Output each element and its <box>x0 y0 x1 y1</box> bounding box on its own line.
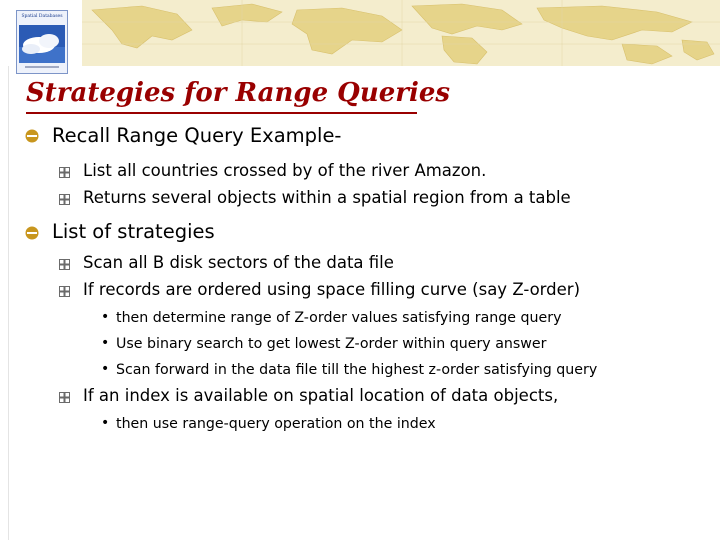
left-margin-rule <box>8 66 9 540</box>
round-bullet-icon <box>24 225 40 241</box>
round-bullet-icon <box>24 128 40 144</box>
sub-sub-bullet-item: Use binary search to get lowest Z-order within query answer <box>116 336 547 352</box>
cloud-sky-image <box>19 25 65 63</box>
sub-bullet-item: Scan all B disk sectors of the data file <box>83 253 394 272</box>
book-title: Spatial Databases <box>21 14 63 19</box>
dot-bullet-icon: • <box>101 309 110 325</box>
dot-bullet-icon: • <box>101 335 110 351</box>
sub-sub-bullet-item: Scan forward in the data file till the highest z-order satisfying query <box>116 362 598 378</box>
square-grid-bullet-icon <box>59 167 70 178</box>
square-grid-bullet-icon <box>59 259 70 270</box>
book-cover-thumbnail <box>16 10 68 74</box>
world-map-banner <box>82 0 720 66</box>
book-footer-bar <box>25 66 59 68</box>
sub-bullet-item: Returns several objects within a spatial region from a table <box>83 188 571 207</box>
dot-bullet-icon: • <box>101 415 110 431</box>
sub-bullet-item: If records are ordered using space filling curve (say Z-order) <box>83 280 581 299</box>
bullet-item: List of strategies <box>52 220 215 243</box>
sub-bullet-item: List all countries crossed by of the river Amazon. <box>83 161 487 180</box>
bullet-item: Recall Range Query Example- <box>52 124 342 147</box>
square-grid-bullet-icon <box>59 194 70 205</box>
square-grid-bullet-icon <box>59 392 70 403</box>
sub-bullet-item: If an index is available on spatial location of data objects, <box>83 386 559 405</box>
dot-bullet-icon: • <box>101 361 110 377</box>
sub-sub-bullet-item: then use range-query operation on the index <box>116 416 436 432</box>
title-underline <box>26 112 417 114</box>
sub-sub-bullet-item: then determine range of Z-order values satisfying range query <box>116 310 562 326</box>
slide-title: Strategies for Range Queries <box>26 78 451 108</box>
square-grid-bullet-icon <box>59 286 70 297</box>
